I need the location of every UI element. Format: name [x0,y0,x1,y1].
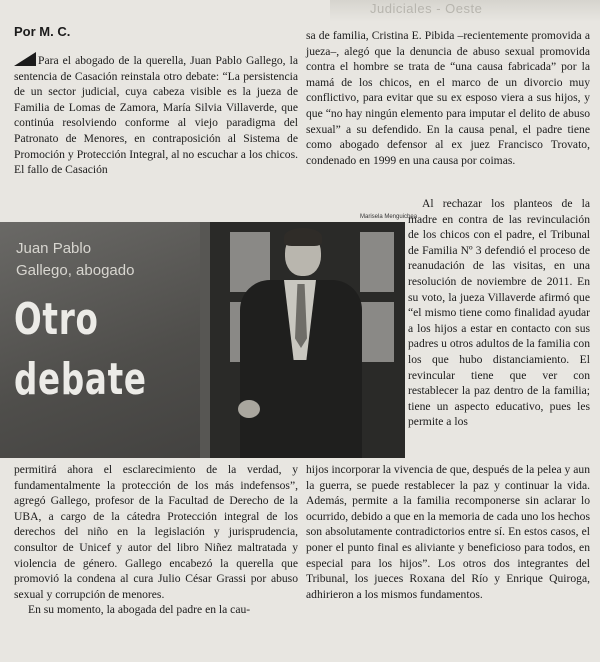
photo-headline: Otro debate [14,294,147,405]
article-column-2 [306,28,590,168]
article-column-4 [14,462,298,618]
column-4-text: permitirá ahora el esclarecimiento de la verdad, y fundamentalmente la protección de los más indefensos”, agregó Gallego, profesor de la Facultad de Derecho de la UBA, a cargo de la cátedra Protección integral de los derechos del niño en la legislación y jurisprudencia, consultor de Unicef y autor del libro Niñez maltratada y violencia de género. Gallego encabezó la querella que promovió la condena al cura Julio César Grassi por abuso sexual y corrupción de menores. [14,463,298,601]
article-column-5 [306,462,590,602]
column-3-text: Al rechazar los planteos de la madre en contra de las revinculación de los chicos con el padre, el Tribunal de Familia Nº 3 defendió el proceso de reanudación de las visitas, en una resolución de noviembre de 2011. En su voto, la jueza Villaverde afirmó que “el mismo tiene como finalidad ayudar a los hijos a estar en contacto con sus padres u otros adultos de la familia con los que hubo distanciamiento. El revincular tiene que ver con restablecer la paz dentro de la familia; tiene un aspecto educativo, pues les permite a los [408,197,590,429]
column-5-text: hijos incorporar la vivencia de que, después de la pelea y aun la guerra, se puede restablecer la paz y continuar la vida. Además, permite a la familia recomponerse sin aclarar lo ocurrido, debido a que en la memoria de cada uno los hechos son absolutamente contradictorios entre sí. En estos casos, el poner el punto final es aliviante y beneficioso para todos, en especial para los hijos”. Los otros dos integrantes del Tribunal, los jueces Roxana del Río y Enrique Quiroga, adhirieron a los mismos fundamentos. [306,463,590,601]
photo-subtitle: Juan Pablo Gallego, abogado [16,240,135,279]
photo-box [0,222,405,458]
column-2-text: sa de familia, Cristina E. Pibida –recientemente promovida a jueza–, alegó que la denuncia de abuso sexual promovida contra el hombre se trata de “una causa fabricada” por la mamá de los chicos, en el marco de un divorcio muy conflictivo, para evitar que su ex esposo viera a sus hijos, y que “no hay ningún elemento para imputar el delito de abuso sexual” a su defendido. En la causa penal, el padre tiene como abogado defensor al ex juez Francisco Trovato, condenado en 1999 en una causa por coimas. [306,29,590,167]
column-1-text: Para el abogado de la querella, Juan Pablo Gallego, la sentencia de Casación reinstala otro debate: “La persistencia de un sector judicial, cuya cabeza visible es la jueza de Familia de Lomas de Zamora, María Silvia Villaverde, que continúa resolviendo conforme al viejo paradigma del Patronato de Menores, en contraposición al Sistema de Promoción y Protección Integral, al no escuchar a los chicos. El fallo de Casación [14,54,298,177]
faded-header: Judiciales - Oeste [330,0,600,22]
photo-credit: Marisela Menguichea [360,214,418,220]
article-column-1 [14,52,298,178]
article-column-3 [408,196,590,430]
byline: Por M. C. [14,24,71,39]
section-arrow-icon [14,52,36,66]
column-4-text-2: En su momento, la abogada del padre en la cau- [28,603,251,617]
